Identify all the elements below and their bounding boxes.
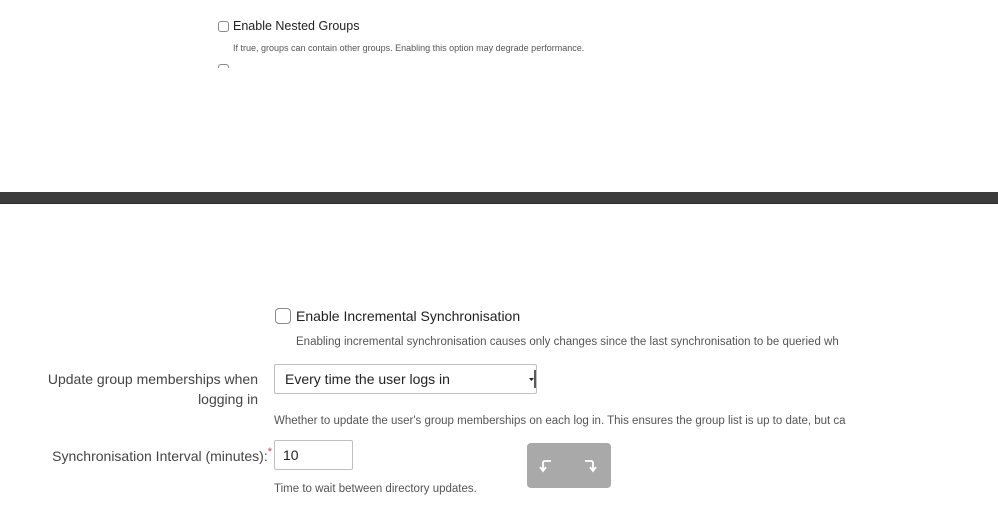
update-memberships-select[interactable]	[274, 364, 537, 394]
next-option-checkbox[interactable]	[218, 64, 229, 68]
nested-groups-checkbox[interactable]	[218, 21, 229, 32]
undo-redo-button-group	[527, 443, 611, 488]
nested-groups-label[interactable]: Enable Nested Groups	[233, 19, 360, 33]
incremental-sync-help: Enabling incremental synchronisation causes only changes since the last synchronisation to be queried wh	[296, 336, 839, 348]
update-memberships-selected-value: Every time the user logs in	[285, 371, 450, 387]
incremental-sync-label[interactable]: Enable Incremental Synchronisation	[296, 308, 521, 324]
top-panel	[0, 0, 998, 192]
update-memberships-label: Update group memberships when logging in	[47, 371, 258, 407]
sync-interval-label-text: Synchronisation Interval (minutes):	[52, 448, 268, 464]
sync-interval-help: Time to wait between directory updates.	[274, 483, 477, 495]
incremental-sync-checkbox[interactable]	[275, 308, 291, 324]
sync-interval-label	[10, 446, 272, 466]
bottom-panel	[0, 204, 998, 526]
panel-divider	[0, 192, 998, 204]
update-memberships-help: Whether to update the user's group memberships on each log in. This ensures the group list is up to date, but ca	[274, 415, 846, 427]
sync-interval-input[interactable]	[274, 440, 353, 470]
required-marker: *	[267, 446, 272, 458]
redo-arrow-icon[interactable]	[579, 455, 601, 477]
dropdown-arrow-icon[interactable]	[527, 370, 536, 388]
undo-arrow-icon[interactable]	[536, 455, 558, 477]
nested-groups-help: If true, groups can contain other groups. Enabling this option may degrade performance.	[233, 43, 585, 53]
